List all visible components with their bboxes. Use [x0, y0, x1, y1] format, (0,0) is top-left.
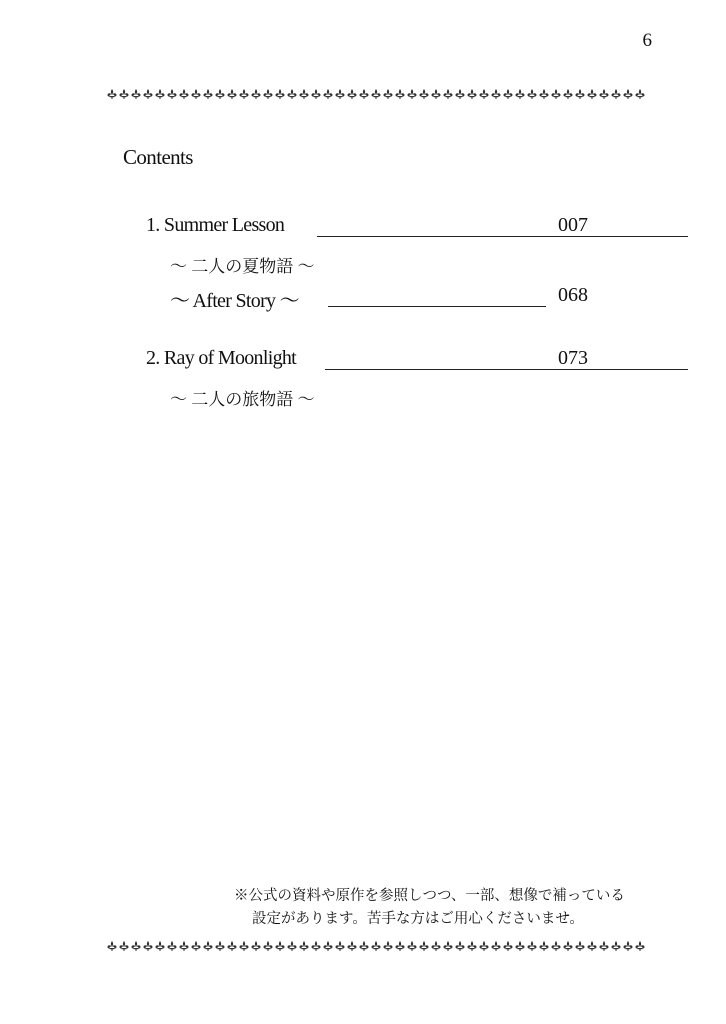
top-ornament-border [106, 88, 646, 100]
toc-leader-line [328, 284, 546, 307]
toc-subtitle: ～ 二人の夏物語 ～ [170, 257, 315, 276]
toc-entry-page: 073 [558, 347, 588, 369]
toc-entry-after-story[interactable] [170, 284, 588, 312]
toc-entry-summer-lesson[interactable] [146, 214, 588, 242]
toc-entry-title: ～ After Story ～ [170, 290, 299, 312]
note-line: 設定があります。苦手な方はご用心くださいませ。 [252, 911, 584, 927]
contents-heading: Contents [123, 145, 193, 169]
toc-entry-title: 2. Ray of Moonlight [146, 347, 297, 369]
toc-entry-page: 068 [558, 284, 588, 306]
toc-leader-line [325, 347, 688, 370]
toc-entry-title: 1. Summer Lesson [146, 214, 285, 236]
content-note [234, 885, 654, 931]
toc-leader-line [317, 214, 688, 237]
page-number: 6 [642, 30, 652, 51]
toc-entry-ray-of-moonlight[interactable] [146, 347, 588, 375]
bottom-ornament-border [106, 940, 646, 952]
note-line: ※公式の資料や原作を参照しつつ、一部、想像で補っている [234, 888, 625, 904]
toc-entry-page: 007 [558, 214, 588, 236]
toc-subtitle: ～ 二人の旅物語 ～ [170, 390, 315, 409]
